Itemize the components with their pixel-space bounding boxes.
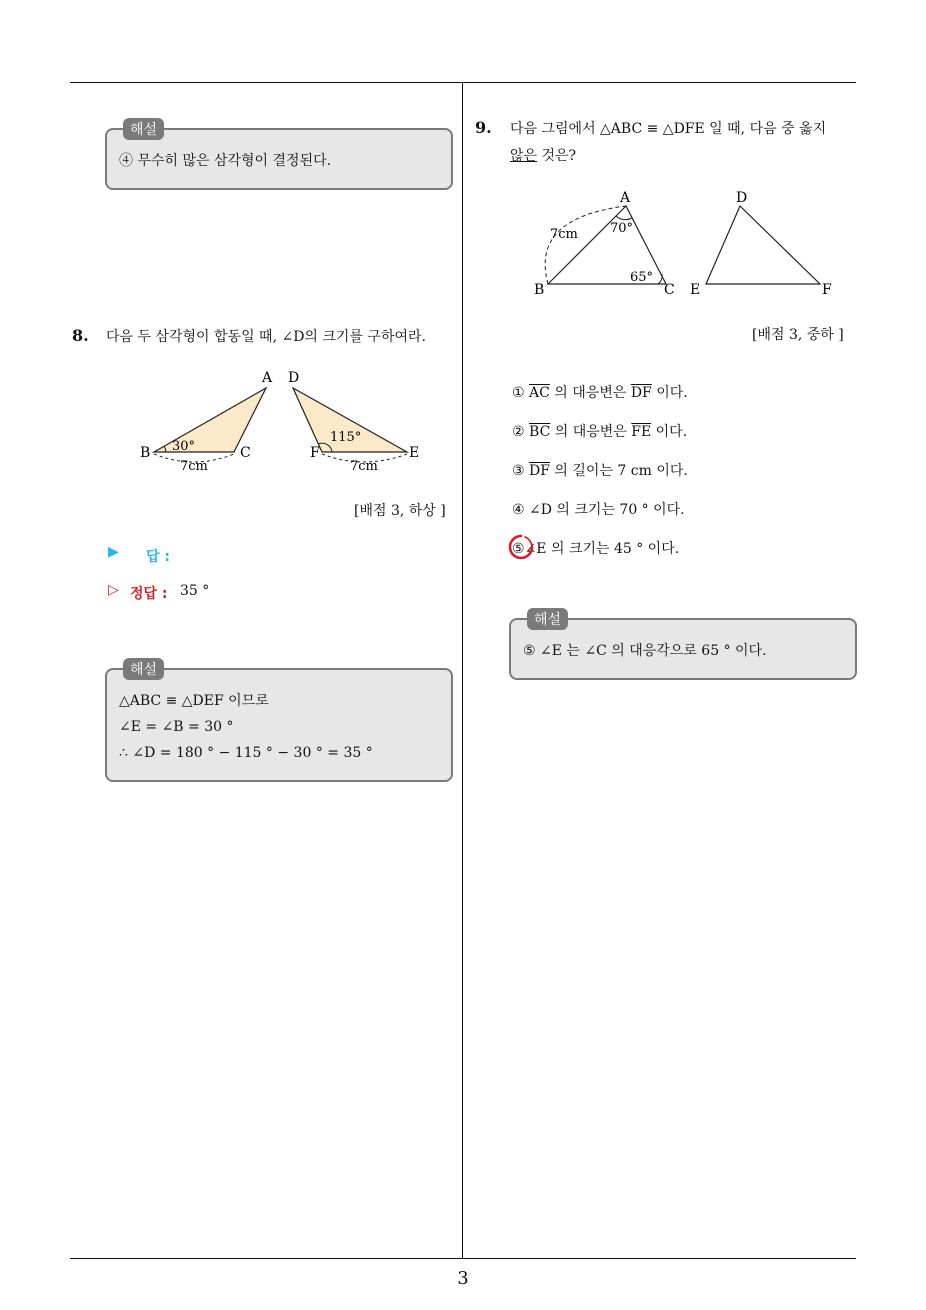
question-text-line-1: 다음 그림에서 △ABC ≡ △DFE 일 때, 다음 중 옳지 [510,121,827,137]
angle-a-label: 70° [610,221,634,236]
solution-line-2: ∠E = ∠B = 30 ° [119,719,234,735]
emphasis-not: 않은 [510,148,538,164]
choice-5[interactable]: ⑤∠E 의 크기는 45 ° 이다. [512,541,680,557]
choice-1[interactable]: ① $\overline{AC}$ 의 대응변은 $\overline{DF}$ 이다. [512,385,688,401]
question-text: 다음 두 삼각형이 합동일 때, ∠D의 크기를 구하여라. [106,329,426,345]
label-b: B [140,445,151,461]
angle-c-label: 65° [630,270,654,285]
side-bc-label: 7cm [180,459,208,474]
answer-label: 답 : [146,549,170,565]
choice-number: ⑤ [512,541,525,557]
solution-line: ⑤ ∠E 는 ∠C 의 대응각으로 65 ° 이다. [523,643,767,659]
answer-mark-icon [506,532,536,562]
label-c: C [664,282,675,298]
correct-label: 정답 : [130,586,168,602]
segment-bc: $\overline{BC}$ [529,424,551,440]
label-c: C [240,445,251,461]
top-rule [70,82,856,83]
solution-tag: 해설 [123,118,164,140]
q9-solution-box [509,612,857,680]
q8-solution-box [105,662,453,782]
question-text [510,116,860,170]
choice-3[interactable]: ③ $\overline{DF}$ 의 길이는 7 cm 이다. [512,463,688,479]
score-label: [배점 3, 하상 ] [354,503,446,519]
side-ab-label: 7cm [550,227,578,242]
page-number: 3 [457,1268,469,1289]
solution-line-3: ∴ ∠D = 180 ° − 115 ° − 30 ° = 35 ° [119,745,373,761]
triangle-abc [154,388,266,452]
solution-line-1: △ABC ≡ △DEF 이므로 [119,693,269,709]
segment-df: $\overline{DF}$ [529,463,550,479]
segment-fe: $\overline{FE}$ [631,424,652,440]
label-d: D [736,190,748,206]
question-text-line-2 [510,143,860,170]
question-text-rest: 것은? [537,148,577,164]
q8-triangle-figure [136,366,436,486]
side-fe-label: 7cm [350,459,378,474]
correct-value: 35 ° [180,583,210,599]
triangle-dfe [706,206,820,284]
label-a: A [620,190,631,206]
segment-df: $\overline{DF}$ [630,385,652,401]
solution-tag: 해설 [527,608,568,630]
label-a: A [262,370,273,386]
label-f: F [822,282,832,298]
column-divider [462,82,463,1258]
q7-solution-box [105,122,453,190]
segment-ac: $\overline{AC}$ [529,385,550,401]
angle-b-label: 30° [172,439,196,454]
bottom-rule [70,1258,856,1259]
label-d: D [288,370,300,386]
label-e: E [409,445,420,461]
question-number: 8. [72,326,89,345]
answer-marker: ▶ [108,544,119,560]
label-f: F [310,445,320,461]
correct-marker: ▷ [108,582,119,598]
q9-triangle-figure [530,188,850,298]
solution-line: ④ 무수히 많은 삼각형이 결정된다. [119,153,332,169]
label-b: B [534,282,545,298]
choice-4[interactable]: ④ ∠D 의 크기는 70 ° 이다. [512,502,685,518]
choice-2[interactable]: ② $\overline{BC}$ 의 대응변은 $\overline{FE}$ 이다. [512,424,688,440]
score-label: [배점 3, 중하 ] [752,327,844,343]
question-number: 9. [475,118,492,137]
solution-tag: 해설 [123,658,164,680]
label-e: E [690,282,701,298]
angle-f-label: 115° [330,430,362,445]
